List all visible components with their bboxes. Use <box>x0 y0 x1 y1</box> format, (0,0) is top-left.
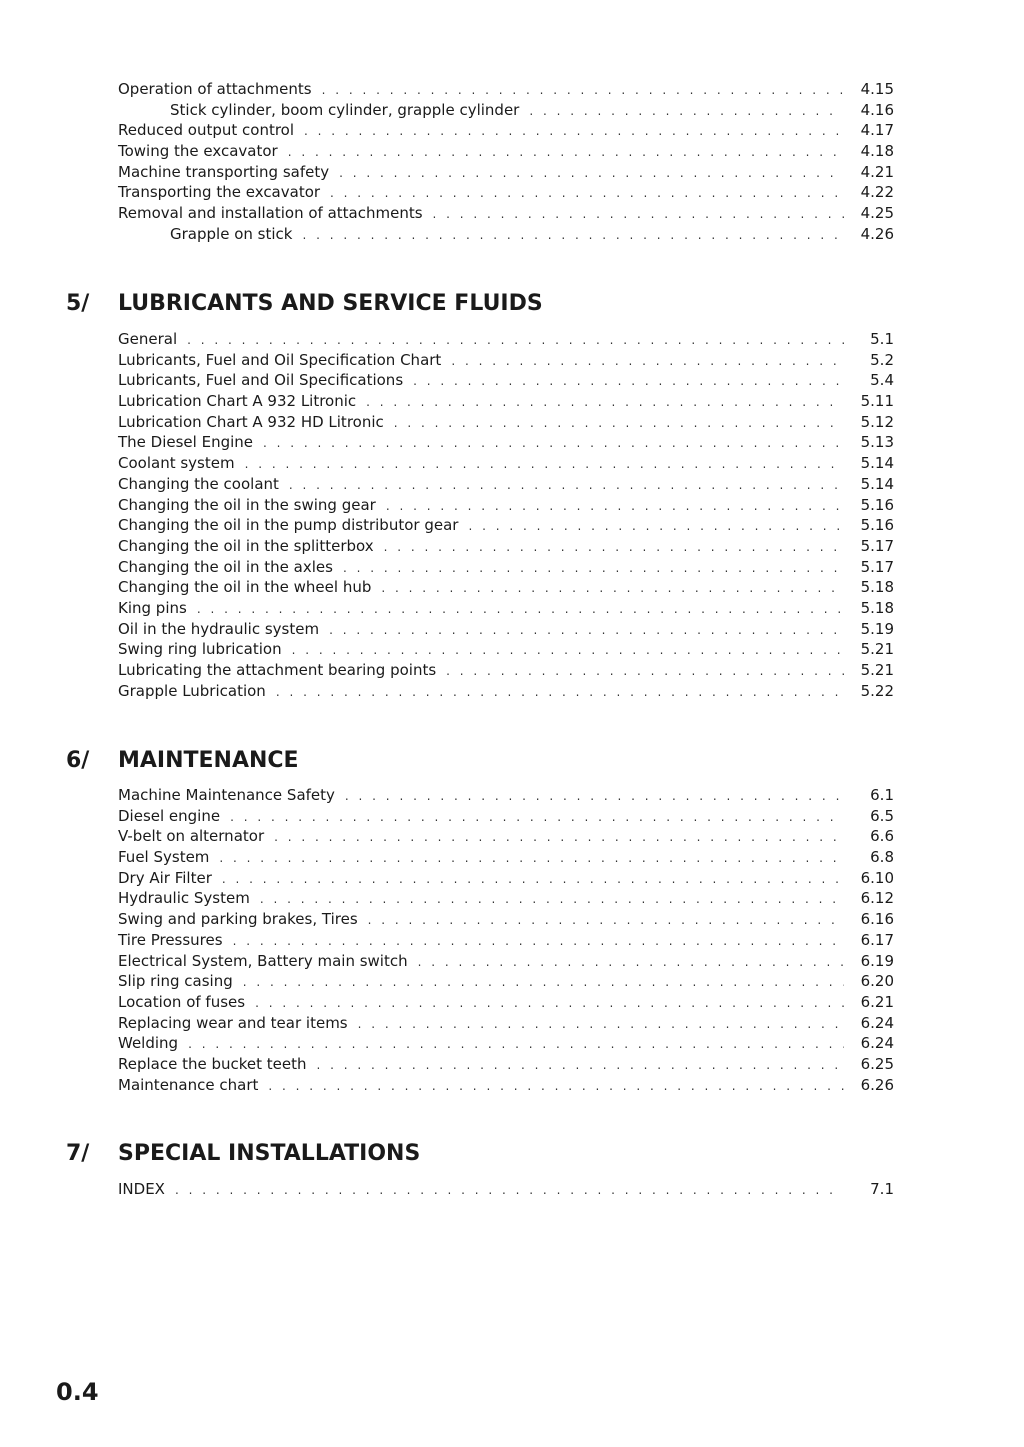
toc-entry-page: 5.17 <box>860 557 894 576</box>
toc-entry[interactable] <box>118 807 894 828</box>
toc-entry-label: Diesel engine <box>118 806 221 825</box>
dot-leader <box>468 519 844 533</box>
toc-entry-page: 6.12 <box>860 889 894 908</box>
toc-section-5-block <box>118 330 894 702</box>
toc-entry[interactable] <box>118 952 894 973</box>
toc-entry-label: Changing the coolant <box>118 474 279 493</box>
toc-entry-page: 6.26 <box>860 1075 894 1094</box>
toc-entry-label: Stick cylinder, boom cylinder, grapple cylinder <box>170 100 520 119</box>
toc-entry[interactable] <box>118 204 894 225</box>
dot-leader <box>197 602 844 616</box>
dot-leader <box>245 457 844 471</box>
toc-entry[interactable] <box>118 101 894 122</box>
toc-entry[interactable] <box>118 351 894 372</box>
dot-leader <box>343 561 844 575</box>
section-heading-7 <box>66 1141 896 1166</box>
toc-entry-page: 6.5 <box>870 806 894 825</box>
dot-leader <box>317 1058 844 1072</box>
toc-entry-page: 7.1 <box>870 1180 894 1198</box>
dot-leader <box>276 685 844 699</box>
toc-entry-page: 5.18 <box>860 578 894 597</box>
toc-entry-page: 4.21 <box>860 162 894 181</box>
toc-entry[interactable] <box>118 225 894 246</box>
toc-entry-label: Changing the oil in the pump distributor gear <box>118 516 459 535</box>
dot-leader <box>329 623 844 637</box>
toc-entry-page: 4.26 <box>860 224 894 243</box>
toc-entry-label: Machine transporting safety <box>118 162 330 181</box>
toc-entry[interactable] <box>118 1034 894 1055</box>
toc-entry[interactable] <box>118 163 894 184</box>
section-title: LUBRICANTS AND SERVICE FLUIDS <box>118 291 543 316</box>
toc-entry-label: Hydraulic System <box>118 889 250 908</box>
toc-entry[interactable] <box>118 640 894 661</box>
dot-leader <box>260 892 844 906</box>
toc-entry[interactable] <box>118 537 894 558</box>
toc-entry[interactable] <box>118 1014 894 1035</box>
toc-entry[interactable] <box>118 80 894 101</box>
toc-entry-page: 4.17 <box>860 121 894 140</box>
toc-entry-label: Changing the oil in the axles <box>118 557 333 576</box>
toc-entry-label: Machine Maintenance Safety <box>118 786 335 804</box>
toc-entry-page: 6.24 <box>860 1013 894 1032</box>
toc-entry-page: 4.25 <box>860 204 894 223</box>
toc-entry-label: Replace the bucket teeth <box>118 1054 307 1073</box>
toc-entry[interactable] <box>118 433 894 454</box>
dot-leader <box>288 145 844 159</box>
toc-entry[interactable] <box>118 786 894 807</box>
toc-entry[interactable] <box>118 827 894 848</box>
section-heading-5 <box>66 291 896 316</box>
toc-entry-label: Lubrication Chart A 932 HD Litronic <box>118 412 384 431</box>
dot-leader <box>339 166 844 180</box>
toc-entry-label: Maintenance chart <box>118 1075 259 1094</box>
toc-entry[interactable] <box>118 972 894 993</box>
toc-entry-page: 6.19 <box>860 951 894 970</box>
dot-leader <box>230 810 844 824</box>
toc-entry-label: Changing the oil in the wheel hub <box>118 578 372 597</box>
toc-entry[interactable] <box>118 371 894 392</box>
dot-leader <box>529 104 844 118</box>
section-heading-6 <box>66 748 896 773</box>
toc-entry-page: 6.25 <box>860 1054 894 1073</box>
dot-leader <box>304 124 844 138</box>
toc-entry-label: Tire Pressures <box>118 930 223 949</box>
toc-entry-label: Towing the excavator <box>118 142 278 161</box>
toc-entry[interactable] <box>118 413 894 434</box>
toc-entry[interactable] <box>118 869 894 890</box>
section-number: 6/ <box>66 748 90 773</box>
toc-entry-label: Changing the oil in the swing gear <box>118 495 376 514</box>
toc-entry[interactable] <box>118 558 894 579</box>
toc-entry-page: 6.17 <box>860 930 894 949</box>
toc-entry[interactable] <box>118 848 894 869</box>
dot-leader <box>222 872 844 886</box>
toc-entry-label: Coolant system <box>118 454 235 473</box>
dot-leader <box>322 83 844 97</box>
toc-entry-page: 5.14 <box>860 474 894 493</box>
toc-entry[interactable] <box>118 1180 894 1201</box>
toc-entry-label: Oil in the hydraulic system <box>118 619 320 638</box>
toc-entry-label: Fuel System <box>118 848 210 867</box>
toc-entry-label: King pins <box>118 598 187 617</box>
toc-entry-page: 6.21 <box>860 992 894 1011</box>
toc-entry-page: 5.18 <box>860 598 894 617</box>
toc-entry-label: Lubricants, Fuel and Oil Specifications <box>118 371 404 390</box>
toc-entry-page: 5.11 <box>860 392 894 411</box>
toc-entry[interactable] <box>118 620 894 641</box>
dot-leader <box>384 540 844 554</box>
toc-entry[interactable] <box>118 392 894 413</box>
toc-entry-page: 5.2 <box>870 350 894 369</box>
dot-leader <box>233 934 844 948</box>
toc-entry-page: 5.22 <box>860 681 894 700</box>
dot-leader <box>219 851 844 865</box>
toc-entry-label: Lubricants, Fuel and Oil Specification Chart <box>118 350 442 369</box>
section-title: SPECIAL INSTALLATIONS <box>118 1141 421 1166</box>
dot-leader <box>187 333 844 347</box>
toc-entry-page: 5.16 <box>860 495 894 514</box>
toc-entry-page: 5.16 <box>860 516 894 535</box>
toc-entry-label: Dry Air Filter <box>118 868 212 887</box>
dot-leader <box>330 186 844 200</box>
dot-leader <box>446 664 844 678</box>
toc-entry-page: 5.21 <box>860 640 894 659</box>
toc-entry-page: 4.22 <box>860 183 894 202</box>
toc-entry-page: 6.8 <box>870 848 894 867</box>
section-title: MAINTENANCE <box>118 748 299 773</box>
toc-entry-label: General <box>118 330 178 348</box>
toc-entry-page: 5.4 <box>870 371 894 390</box>
toc-entry[interactable] <box>118 682 894 703</box>
dot-leader <box>418 955 844 969</box>
toc-entry[interactable] <box>118 993 894 1014</box>
toc-entry[interactable] <box>118 1055 894 1076</box>
dot-leader <box>263 436 844 450</box>
dot-leader <box>413 374 844 388</box>
section-number: 5/ <box>66 291 90 316</box>
toc-entry-label: Reduced output control <box>118 121 295 140</box>
toc-entry-page: 6.6 <box>870 827 894 846</box>
toc-entry-label: INDEX <box>118 1180 165 1198</box>
toc-entry-label: V-belt on alternator <box>118 827 265 846</box>
dot-leader <box>268 1079 844 1093</box>
toc-entry[interactable] <box>118 121 894 142</box>
toc-entry-page: 4.15 <box>860 80 894 98</box>
dot-leader <box>368 913 844 927</box>
page-number: 0.4 <box>56 1378 99 1406</box>
toc-entry-label: Operation of attachments <box>118 80 312 98</box>
toc-entry-label: Grapple on stick <box>170 224 293 243</box>
toc-entry-page: 6.10 <box>860 868 894 887</box>
toc-entry[interactable] <box>118 661 894 682</box>
dot-leader <box>243 975 844 989</box>
toc-entry-label: Swing and parking brakes, Tires <box>118 910 358 929</box>
toc-entry-page: 6.24 <box>860 1034 894 1053</box>
toc-entry-label: Location of fuses <box>118 992 246 1011</box>
toc-entry[interactable] <box>118 578 894 599</box>
toc-entry-page: 5.13 <box>860 433 894 452</box>
toc-entry-page: 6.1 <box>870 786 894 804</box>
toc-entry-page: 4.18 <box>860 142 894 161</box>
dot-leader <box>358 1017 844 1031</box>
toc-entry-label: Lubricating the attachment bearing points <box>118 661 437 679</box>
toc-section-6-block <box>118 786 894 1096</box>
toc-entry-label: Transporting the excavator <box>118 183 321 202</box>
toc-entry-page: 4.16 <box>860 100 894 119</box>
toc-entry[interactable] <box>118 889 894 910</box>
toc-entry-label: Slip ring casing <box>118 972 233 991</box>
dot-leader <box>188 1037 844 1051</box>
toc-entry[interactable] <box>118 142 894 163</box>
dot-leader <box>255 996 844 1010</box>
toc-entry-label: Lubrication Chart A 932 Litronic <box>118 392 357 411</box>
toc-continued-block <box>118 80 894 246</box>
section-number: 7/ <box>66 1141 90 1166</box>
toc-entry-page: 5.1 <box>870 330 894 348</box>
toc-entry[interactable] <box>118 496 894 517</box>
toc-entry[interactable] <box>118 931 894 952</box>
toc-entry-label: Grapple Lubrication <box>118 681 266 700</box>
toc-entry-label: Removal and installation of attachments <box>118 204 423 223</box>
dot-leader <box>292 643 844 657</box>
toc-entry-page: 5.19 <box>860 619 894 638</box>
dot-leader <box>386 499 844 513</box>
toc-entry[interactable] <box>118 475 894 496</box>
dot-leader <box>433 207 844 221</box>
toc-entry-label: Electrical System, Battery main switch <box>118 951 408 970</box>
dot-leader <box>381 581 844 595</box>
toc-entry[interactable] <box>118 183 894 204</box>
dot-leader <box>175 1183 844 1197</box>
dot-leader <box>274 830 844 844</box>
toc-entry-page: 6.16 <box>860 910 894 929</box>
toc-entry[interactable] <box>118 1076 894 1097</box>
toc-entry-page: 5.12 <box>860 412 894 431</box>
toc-entry-label: Changing the oil in the splitterbox <box>118 536 374 555</box>
toc-entry-page: 5.14 <box>860 454 894 473</box>
dot-leader <box>345 789 844 803</box>
toc-entry-label: The Diesel Engine <box>118 433 253 452</box>
toc-entry-page: 6.20 <box>860 972 894 991</box>
toc-entry-label: Replacing wear and tear items <box>118 1013 348 1032</box>
toc-entry-page: 5.17 <box>860 536 894 555</box>
dot-leader <box>289 478 844 492</box>
toc-entry-label: Swing ring lubrication <box>118 640 282 659</box>
toc-entry-label: Welding <box>118 1034 179 1053</box>
dot-leader <box>394 416 844 430</box>
toc-entry[interactable] <box>118 910 894 931</box>
dot-leader <box>366 395 844 409</box>
toc-entry[interactable] <box>118 599 894 620</box>
toc-section-7-block <box>118 1180 894 1201</box>
dot-leader <box>302 228 844 242</box>
toc-entry[interactable] <box>118 454 894 475</box>
dot-leader <box>451 354 844 368</box>
toc-entry[interactable] <box>118 330 894 351</box>
toc-entry[interactable] <box>118 516 894 537</box>
toc-entry-page: 5.21 <box>860 661 894 679</box>
